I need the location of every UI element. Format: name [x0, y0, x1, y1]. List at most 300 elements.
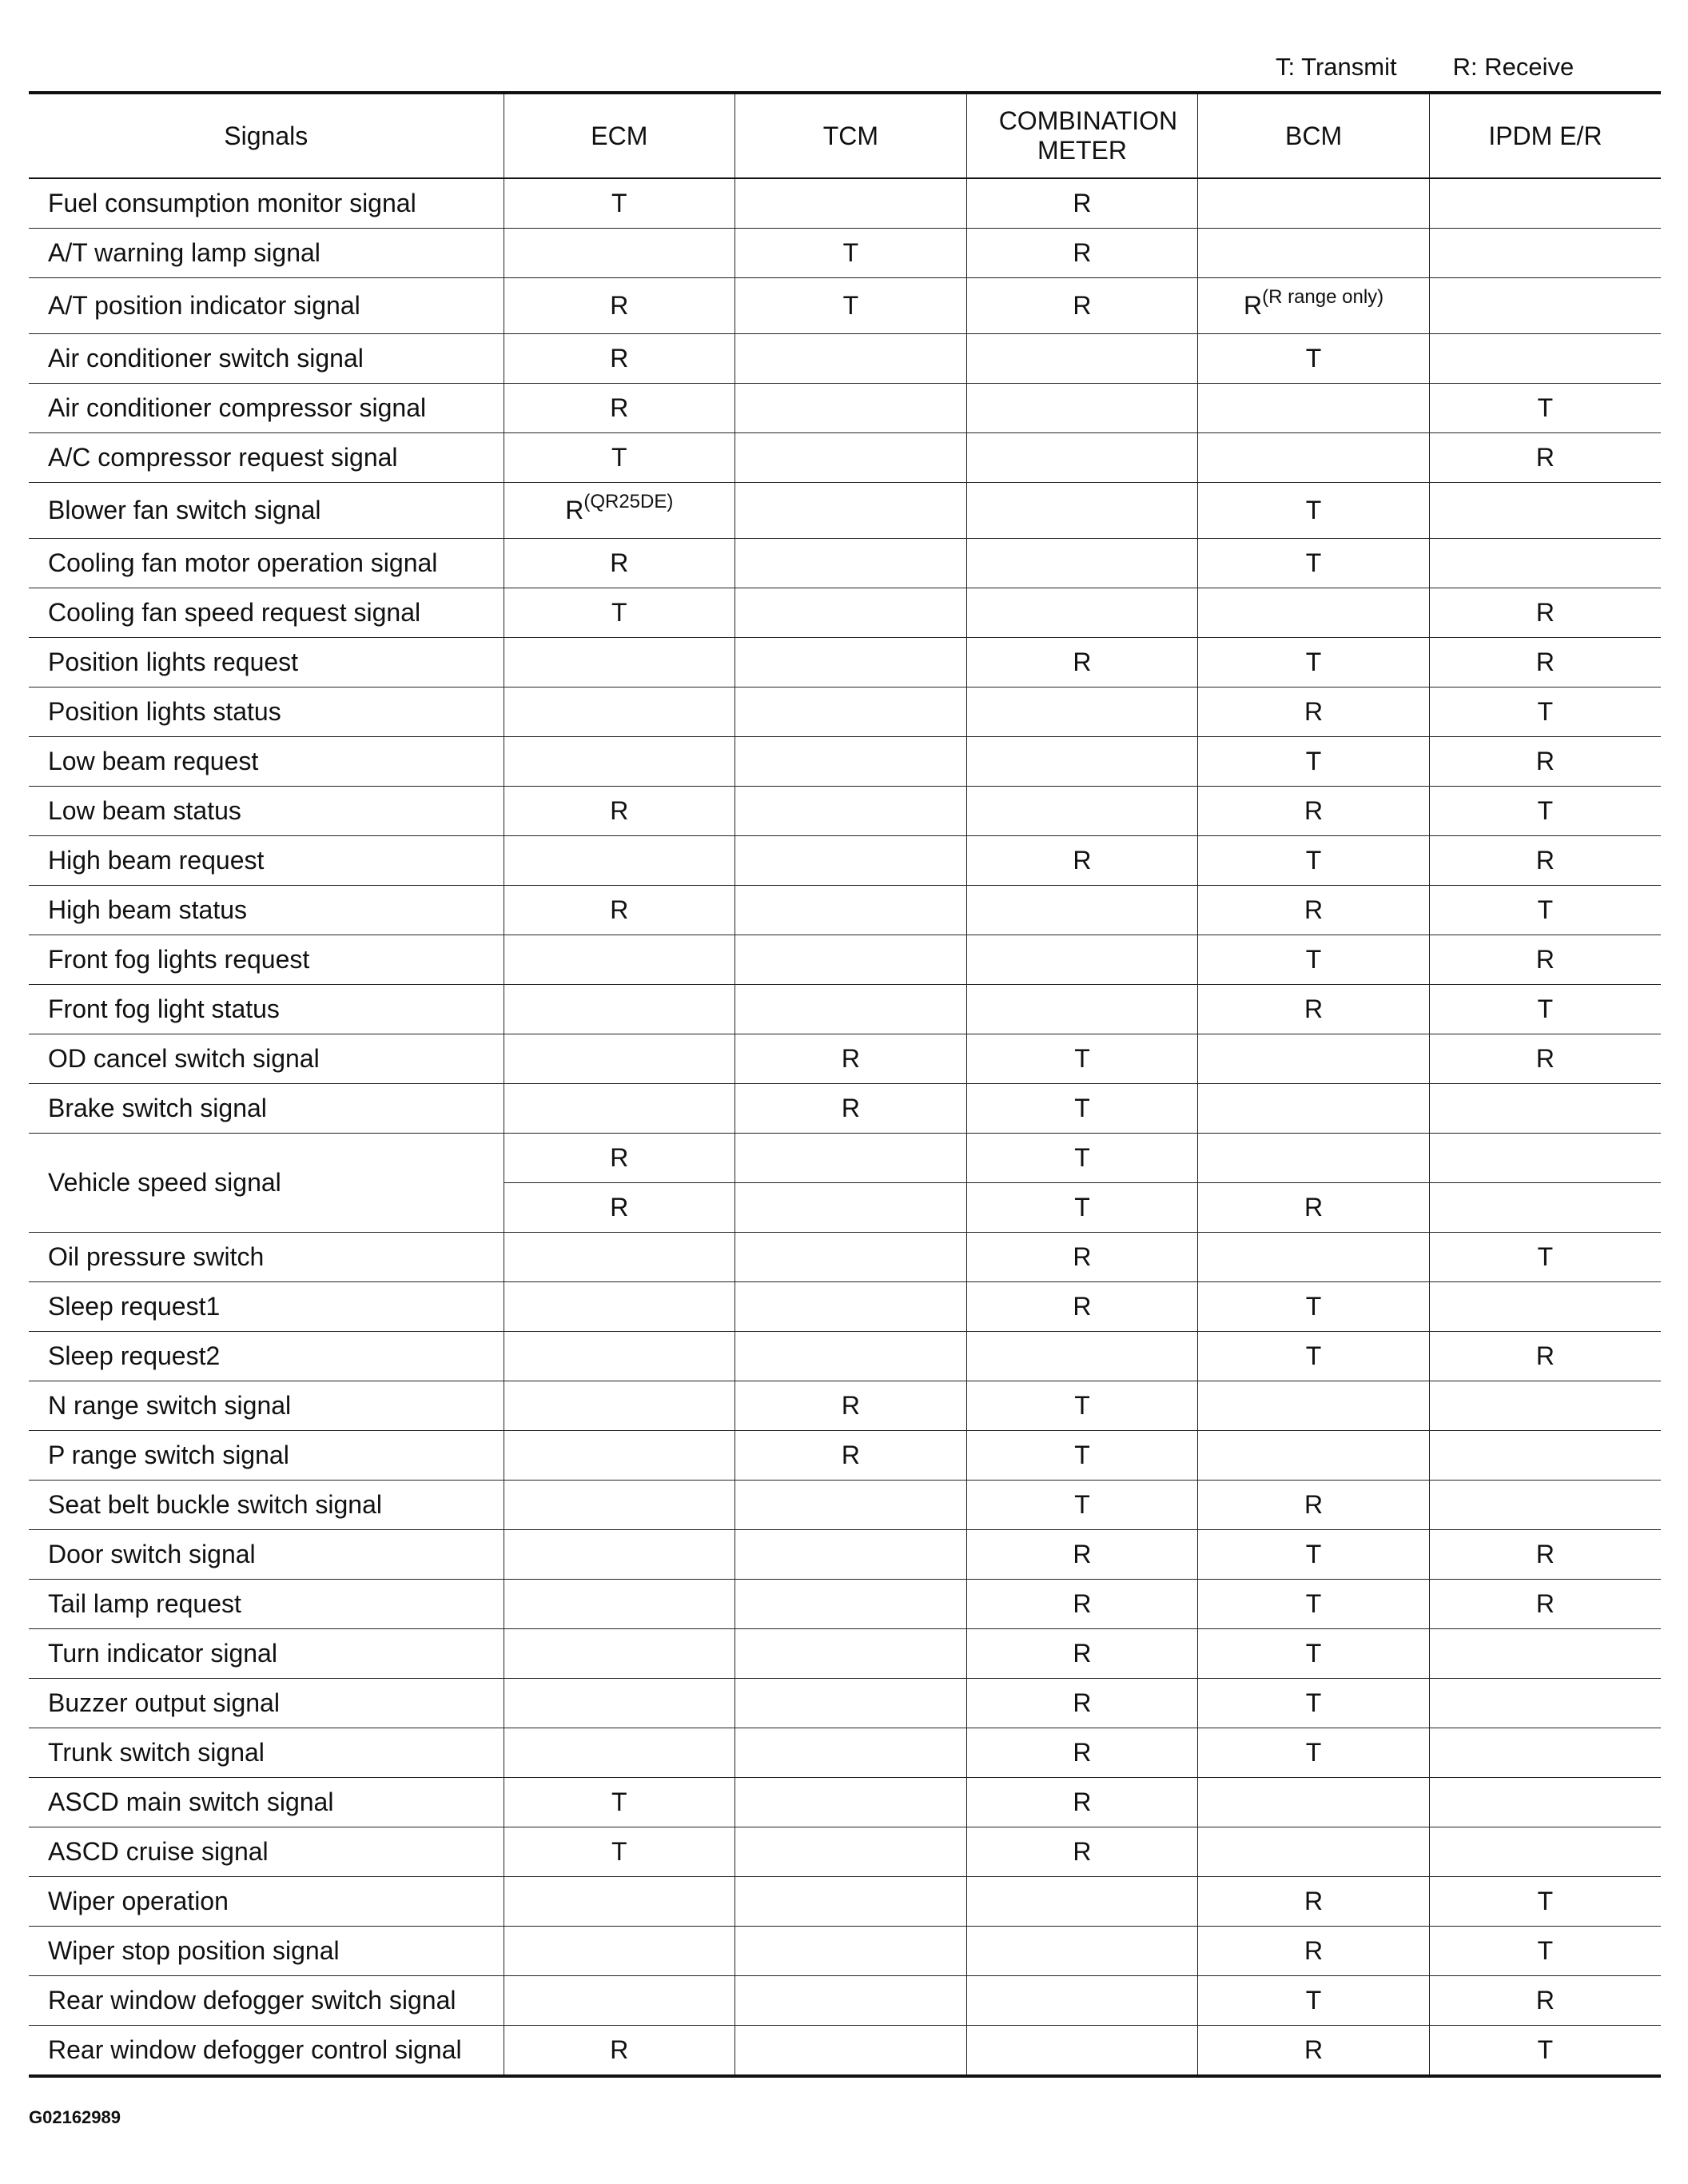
cell-value: T	[1074, 1193, 1090, 1222]
cell-ecm	[504, 334, 735, 384]
legend-transmit: T: Transmit	[1276, 53, 1397, 81]
table-row	[29, 985, 1661, 1034]
cell-combination-meter	[966, 433, 1198, 483]
cell-value: T	[1305, 1639, 1322, 1668]
cell-ecm	[504, 886, 735, 935]
cell-tcm	[735, 1877, 967, 1927]
cell-ecm	[504, 935, 735, 985]
cell-bcm	[1198, 687, 1430, 737]
cell-ecm	[504, 229, 735, 278]
table-row	[29, 1629, 1661, 1679]
cell-tcm	[735, 229, 967, 278]
cell-value: R	[565, 496, 584, 525]
cell-value: R	[1073, 1589, 1092, 1619]
cell-value: T	[611, 598, 627, 628]
cell-bcm	[1198, 539, 1430, 588]
cell-value: T	[1537, 994, 1554, 1024]
cell-ipdm-er	[1429, 1629, 1661, 1679]
cell-tcm	[735, 483, 967, 539]
cell-combination-meter	[966, 737, 1198, 787]
cell-combination-meter	[966, 1282, 1198, 1332]
cell-combination-meter	[966, 1431, 1198, 1481]
signal-name: Wiper operation	[29, 1877, 504, 1927]
cell-combination-meter	[966, 1827, 1198, 1877]
cell-value: R	[610, 1193, 629, 1222]
cell-value: R	[610, 2035, 629, 2065]
signal-name: P range switch signal	[29, 1431, 504, 1481]
cell-ipdm-er	[1429, 1381, 1661, 1431]
cell-bcm	[1198, 1580, 1430, 1629]
cell-tcm	[735, 985, 967, 1034]
cell-tcm	[735, 1183, 967, 1233]
signal-name: Tail lamp request	[29, 1580, 504, 1629]
cell-value: R	[1535, 945, 1555, 974]
signal-name: Oil pressure switch	[29, 1233, 504, 1282]
cell-value: R	[1535, 648, 1555, 677]
cell-ipdm-er	[1429, 483, 1661, 539]
cell-value: R	[1535, 1540, 1555, 1569]
table-row	[29, 1381, 1661, 1431]
cell-tcm	[735, 1084, 967, 1134]
cell-bcm	[1198, 278, 1430, 334]
signal-name: A/T warning lamp signal	[29, 229, 504, 278]
cell-ecm	[504, 1679, 735, 1728]
cell-value: R	[610, 796, 629, 826]
table-row	[29, 278, 1661, 334]
legend-receive: R: Receive	[1452, 53, 1575, 81]
cell-ecm	[504, 384, 735, 433]
cell-ipdm-er	[1429, 1183, 1661, 1233]
cell-bcm	[1198, 1530, 1430, 1580]
cell-combination-meter	[966, 1580, 1198, 1629]
cell-ecm	[504, 985, 735, 1034]
cell-ecm	[504, 787, 735, 836]
cell-value: T	[611, 189, 627, 218]
cell-bcm	[1198, 1827, 1430, 1877]
cell-tcm	[735, 1282, 967, 1332]
header-combination-meter	[966, 93, 1198, 178]
signal-name: Sleep request2	[29, 1332, 504, 1381]
cell-ecm	[504, 1134, 735, 1183]
cell-value: T	[1074, 1441, 1090, 1470]
signal-name: OD cancel switch signal	[29, 1034, 504, 1084]
table-row	[29, 229, 1661, 278]
cell-value: R	[1073, 238, 1092, 268]
signal-name: Low beam request	[29, 737, 504, 787]
table-row	[29, 787, 1661, 836]
cell-value: R	[1535, 1986, 1555, 2015]
signal-name: Door switch signal	[29, 1530, 504, 1580]
cell-value: T	[1537, 2035, 1554, 2065]
cell-bcm	[1198, 1282, 1430, 1332]
cell-tcm	[735, 787, 967, 836]
signal-name: Front fog light status	[29, 985, 504, 1034]
cell-ecm	[504, 278, 735, 334]
cell-ipdm-er	[1429, 1034, 1661, 1084]
cell-ecm	[504, 1381, 735, 1431]
cell-value: T	[1074, 1490, 1090, 1520]
cell-ecm	[504, 539, 735, 588]
cell-tcm	[735, 886, 967, 935]
signal-name: A/T position indicator signal	[29, 278, 504, 334]
cell-value: T	[1305, 1986, 1322, 2015]
cell-value: T	[1305, 496, 1322, 525]
cell-tcm	[735, 1332, 967, 1381]
cell-ipdm-er	[1429, 1679, 1661, 1728]
cell-combination-meter	[966, 1183, 1198, 1233]
cell-bcm	[1198, 2026, 1430, 2077]
cell-combination-meter	[966, 985, 1198, 1034]
cell-ecm	[504, 483, 735, 539]
cell-tcm	[735, 935, 967, 985]
cell-combination-meter	[966, 1481, 1198, 1530]
signal-name: Vehicle speed signal	[29, 1134, 504, 1233]
signal-name: Air conditioner compressor signal	[29, 384, 504, 433]
cell-ipdm-er	[1429, 1481, 1661, 1530]
table-row	[29, 334, 1661, 384]
cell-value: R	[1073, 1292, 1092, 1321]
table-row	[29, 483, 1661, 539]
table-row	[29, 737, 1661, 787]
cell-bcm	[1198, 483, 1430, 539]
cell-tcm	[735, 1728, 967, 1778]
cell-ecm	[504, 836, 735, 886]
cell-value: T	[1305, 1738, 1322, 1768]
cell-value: T	[842, 238, 859, 268]
cell-ecm	[504, 1431, 735, 1481]
cell-tcm	[735, 1431, 967, 1481]
table-row	[29, 384, 1661, 433]
cell-value: R	[1535, 1341, 1555, 1371]
table-row	[29, 1976, 1661, 2026]
cell-bcm	[1198, 1679, 1430, 1728]
cell-combination-meter	[966, 886, 1198, 935]
cell-ecm	[504, 1629, 735, 1679]
header-ipdm-er: IPDM E/R	[1429, 93, 1661, 178]
cell-value: T	[1305, 747, 1322, 776]
cell-combination-meter	[966, 638, 1198, 687]
cell-value: T	[1537, 1936, 1554, 1966]
signal-name: Cooling fan motor operation signal	[29, 539, 504, 588]
cell-value: R	[1073, 1738, 1092, 1768]
table-row	[29, 588, 1661, 638]
cell-value: R	[1073, 1688, 1092, 1718]
cell-tcm	[735, 737, 967, 787]
cell-footnote: (R range only)	[1262, 286, 1384, 309]
cell-tcm	[735, 687, 967, 737]
cell-combination-meter	[966, 2026, 1198, 2077]
cell-value: T	[1074, 1044, 1090, 1074]
cell-ipdm-er	[1429, 229, 1661, 278]
signal-name: Seat belt buckle switch signal	[29, 1481, 504, 1530]
cell-ipdm-er	[1429, 985, 1661, 1034]
cell-bcm	[1198, 1332, 1430, 1381]
cell-value: T	[1305, 945, 1322, 974]
cell-bcm	[1198, 935, 1430, 985]
cell-value: R	[1535, 1589, 1555, 1619]
cell-tcm	[735, 433, 967, 483]
table-row	[29, 178, 1661, 229]
cell-ipdm-er	[1429, 787, 1661, 836]
cell-value: T	[1305, 1292, 1322, 1321]
cell-combination-meter	[966, 1084, 1198, 1134]
cell-ecm	[504, 1530, 735, 1580]
cell-value: R	[1304, 697, 1324, 727]
signal-name: N range switch signal	[29, 1381, 504, 1431]
cell-value: R	[610, 1143, 629, 1173]
cell-ipdm-er	[1429, 1827, 1661, 1877]
cell-value: R	[1535, 747, 1555, 776]
table-row	[29, 886, 1661, 935]
cell-bcm	[1198, 1034, 1430, 1084]
cell-bcm	[1198, 1927, 1430, 1976]
cell-value: T	[1537, 697, 1554, 727]
cell-ipdm-er	[1429, 1431, 1661, 1481]
cell-value: R	[1535, 846, 1555, 875]
cell-value: R	[1073, 648, 1092, 677]
signal-name: ASCD cruise signal	[29, 1827, 504, 1877]
cell-value: T	[1305, 648, 1322, 677]
cell-value: R	[1304, 1887, 1324, 1916]
cell-value: R	[610, 344, 629, 373]
cell-value: T	[611, 443, 627, 472]
cell-tcm	[735, 539, 967, 588]
cell-tcm	[735, 1629, 967, 1679]
cell-value: T	[1537, 1242, 1554, 1272]
header-bcm: BCM	[1198, 93, 1430, 178]
table-row	[29, 1034, 1661, 1084]
cell-tcm	[735, 1778, 967, 1827]
cell-bcm	[1198, 229, 1430, 278]
table-row	[29, 2026, 1661, 2077]
signal-name: Air conditioner switch signal	[29, 334, 504, 384]
cell-ecm	[504, 2026, 735, 2077]
cell-combination-meter	[966, 1927, 1198, 1976]
cell-combination-meter	[966, 588, 1198, 638]
cell-value: R	[1304, 1193, 1324, 1222]
table-row	[29, 1728, 1661, 1778]
cell-tcm	[735, 1381, 967, 1431]
cell-tcm	[735, 1927, 967, 1976]
signal-table	[29, 91, 1661, 2078]
cell-combination-meter	[966, 787, 1198, 836]
cell-value: R	[841, 1441, 860, 1470]
cell-ipdm-er	[1429, 1877, 1661, 1927]
cell-ipdm-er	[1429, 1927, 1661, 1976]
cell-value: T	[611, 1837, 627, 1867]
cell-bcm	[1198, 178, 1430, 229]
cell-value: T	[1305, 846, 1322, 875]
table-row	[29, 935, 1661, 985]
cell-value: R	[610, 895, 629, 925]
cell-bcm	[1198, 1877, 1430, 1927]
cell-ecm	[504, 1827, 735, 1877]
cell-combination-meter	[966, 384, 1198, 433]
cell-bcm	[1198, 1381, 1430, 1431]
cell-value: R	[1535, 1044, 1555, 1074]
cell-value: R	[1073, 1837, 1092, 1867]
cell-value: T	[1074, 1391, 1090, 1421]
table-row	[29, 687, 1661, 737]
cell-bcm	[1198, 737, 1430, 787]
table-row	[29, 1530, 1661, 1580]
cell-ipdm-er	[1429, 1580, 1661, 1629]
cell-ecm	[504, 1282, 735, 1332]
cell-bcm	[1198, 985, 1430, 1034]
cell-bcm	[1198, 1134, 1430, 1183]
table-row	[29, 1431, 1661, 1481]
cell-ecm	[504, 1183, 735, 1233]
figure-id: G02162989	[29, 2107, 121, 2127]
cell-bcm	[1198, 1183, 1430, 1233]
cell-ipdm-er	[1429, 278, 1661, 334]
header-tcm: TCM	[735, 93, 967, 178]
signal-name: Trunk switch signal	[29, 1728, 504, 1778]
signal-name: Low beam status	[29, 787, 504, 836]
table-row	[29, 1778, 1661, 1827]
signal-name: A/C compressor request signal	[29, 433, 504, 483]
cell-tcm	[735, 1827, 967, 1877]
table-row	[29, 1134, 1661, 1183]
cell-ipdm-er	[1429, 737, 1661, 787]
cell-bcm	[1198, 384, 1430, 433]
cell-tcm	[735, 1580, 967, 1629]
cell-ipdm-er	[1429, 384, 1661, 433]
signal-name: Position lights request	[29, 638, 504, 687]
cell-ecm	[504, 433, 735, 483]
cell-tcm	[735, 278, 967, 334]
cell-bcm	[1198, 1481, 1430, 1530]
cell-ecm	[504, 1233, 735, 1282]
cell-ipdm-er	[1429, 433, 1661, 483]
cell-value: T	[842, 291, 859, 321]
cell-bcm	[1198, 1233, 1430, 1282]
table-row	[29, 1332, 1661, 1381]
cell-tcm	[735, 334, 967, 384]
cell-value: T	[1537, 895, 1554, 925]
cell-ecm	[504, 1481, 735, 1530]
table-row	[29, 1580, 1661, 1629]
cell-combination-meter	[966, 1877, 1198, 1927]
cell-bcm	[1198, 787, 1430, 836]
signal-name: Cooling fan speed request signal	[29, 588, 504, 638]
cell-tcm	[735, 1034, 967, 1084]
table-row	[29, 1827, 1661, 1877]
cell-bcm	[1198, 1976, 1430, 2026]
cell-value: R	[1073, 1242, 1092, 1272]
cell-ipdm-er	[1429, 178, 1661, 229]
cell-bcm	[1198, 836, 1430, 886]
cell-combination-meter	[966, 1530, 1198, 1580]
table-row	[29, 836, 1661, 886]
cell-combination-meter	[966, 1134, 1198, 1183]
table-row	[29, 433, 1661, 483]
cell-value: R	[1243, 291, 1263, 321]
signal-name: High beam status	[29, 886, 504, 935]
cell-ipdm-er	[1429, 334, 1661, 384]
cell-ecm	[504, 1034, 735, 1084]
signal-name: Front fog lights request	[29, 935, 504, 985]
cell-value: R	[610, 393, 629, 423]
cell-bcm	[1198, 1728, 1430, 1778]
cell-ipdm-er	[1429, 1134, 1661, 1183]
signal-name: Rear window defogger switch signal	[29, 1976, 504, 2026]
signal-name: Sleep request1	[29, 1282, 504, 1332]
cell-value: R	[1073, 291, 1092, 321]
cell-value: R	[1304, 895, 1324, 925]
cell-ecm	[504, 588, 735, 638]
cell-value: R	[1535, 443, 1555, 472]
cell-ecm	[504, 737, 735, 787]
cell-value: R	[841, 1391, 860, 1421]
cell-ipdm-er	[1429, 1778, 1661, 1827]
cell-value: T	[1537, 393, 1554, 423]
cell-value: T	[1305, 1589, 1322, 1619]
header-ecm: ECM	[504, 93, 735, 178]
cell-ipdm-er	[1429, 1084, 1661, 1134]
cell-value: T	[1537, 796, 1554, 826]
cell-combination-meter	[966, 1381, 1198, 1431]
cell-value: R	[1073, 1787, 1092, 1817]
cell-tcm	[735, 1481, 967, 1530]
table-header-row	[29, 93, 1661, 178]
cell-value: R	[1304, 2035, 1324, 2065]
cell-tcm	[735, 1134, 967, 1183]
cell-ipdm-er	[1429, 638, 1661, 687]
cell-value: T	[1305, 1540, 1322, 1569]
cell-combination-meter	[966, 1034, 1198, 1084]
cell-bcm	[1198, 588, 1430, 638]
cell-combination-meter	[966, 687, 1198, 737]
cell-bcm	[1198, 886, 1430, 935]
cell-value: R	[1304, 1936, 1324, 1966]
cell-tcm	[735, 836, 967, 886]
cell-combination-meter	[966, 935, 1198, 985]
signal-name: Position lights status	[29, 687, 504, 737]
cell-ecm	[504, 1927, 735, 1976]
cell-value: R	[1304, 1490, 1324, 1520]
cell-value: T	[611, 1787, 627, 1817]
cell-tcm	[735, 588, 967, 638]
table-row	[29, 1877, 1661, 1927]
cell-ecm	[504, 1778, 735, 1827]
cell-combination-meter	[966, 1629, 1198, 1679]
cell-value: T	[1305, 1341, 1322, 1371]
cell-ipdm-er	[1429, 2026, 1661, 2077]
cell-combination-meter	[966, 229, 1198, 278]
table-row	[29, 638, 1661, 687]
cell-combination-meter	[966, 1679, 1198, 1728]
header-combination-meter-label: COMBINATION METER	[998, 106, 1178, 165]
cell-bcm	[1198, 433, 1430, 483]
cell-tcm	[735, 1530, 967, 1580]
cell-value: R	[1073, 189, 1092, 218]
signal-name: Buzzer output signal	[29, 1679, 504, 1728]
signal-name: Blower fan switch signal	[29, 483, 504, 539]
table-row	[29, 1282, 1661, 1332]
cell-combination-meter	[966, 334, 1198, 384]
signal-name: Brake switch signal	[29, 1084, 504, 1134]
cell-ipdm-er	[1429, 1233, 1661, 1282]
cell-tcm	[735, 1233, 967, 1282]
signal-name: ASCD main switch signal	[29, 1778, 504, 1827]
cell-ecm	[504, 1877, 735, 1927]
cell-ecm	[504, 1084, 735, 1134]
cell-value: T	[1074, 1094, 1090, 1123]
cell-combination-meter	[966, 836, 1198, 886]
table-row	[29, 1927, 1661, 1976]
cell-ecm	[504, 1728, 735, 1778]
